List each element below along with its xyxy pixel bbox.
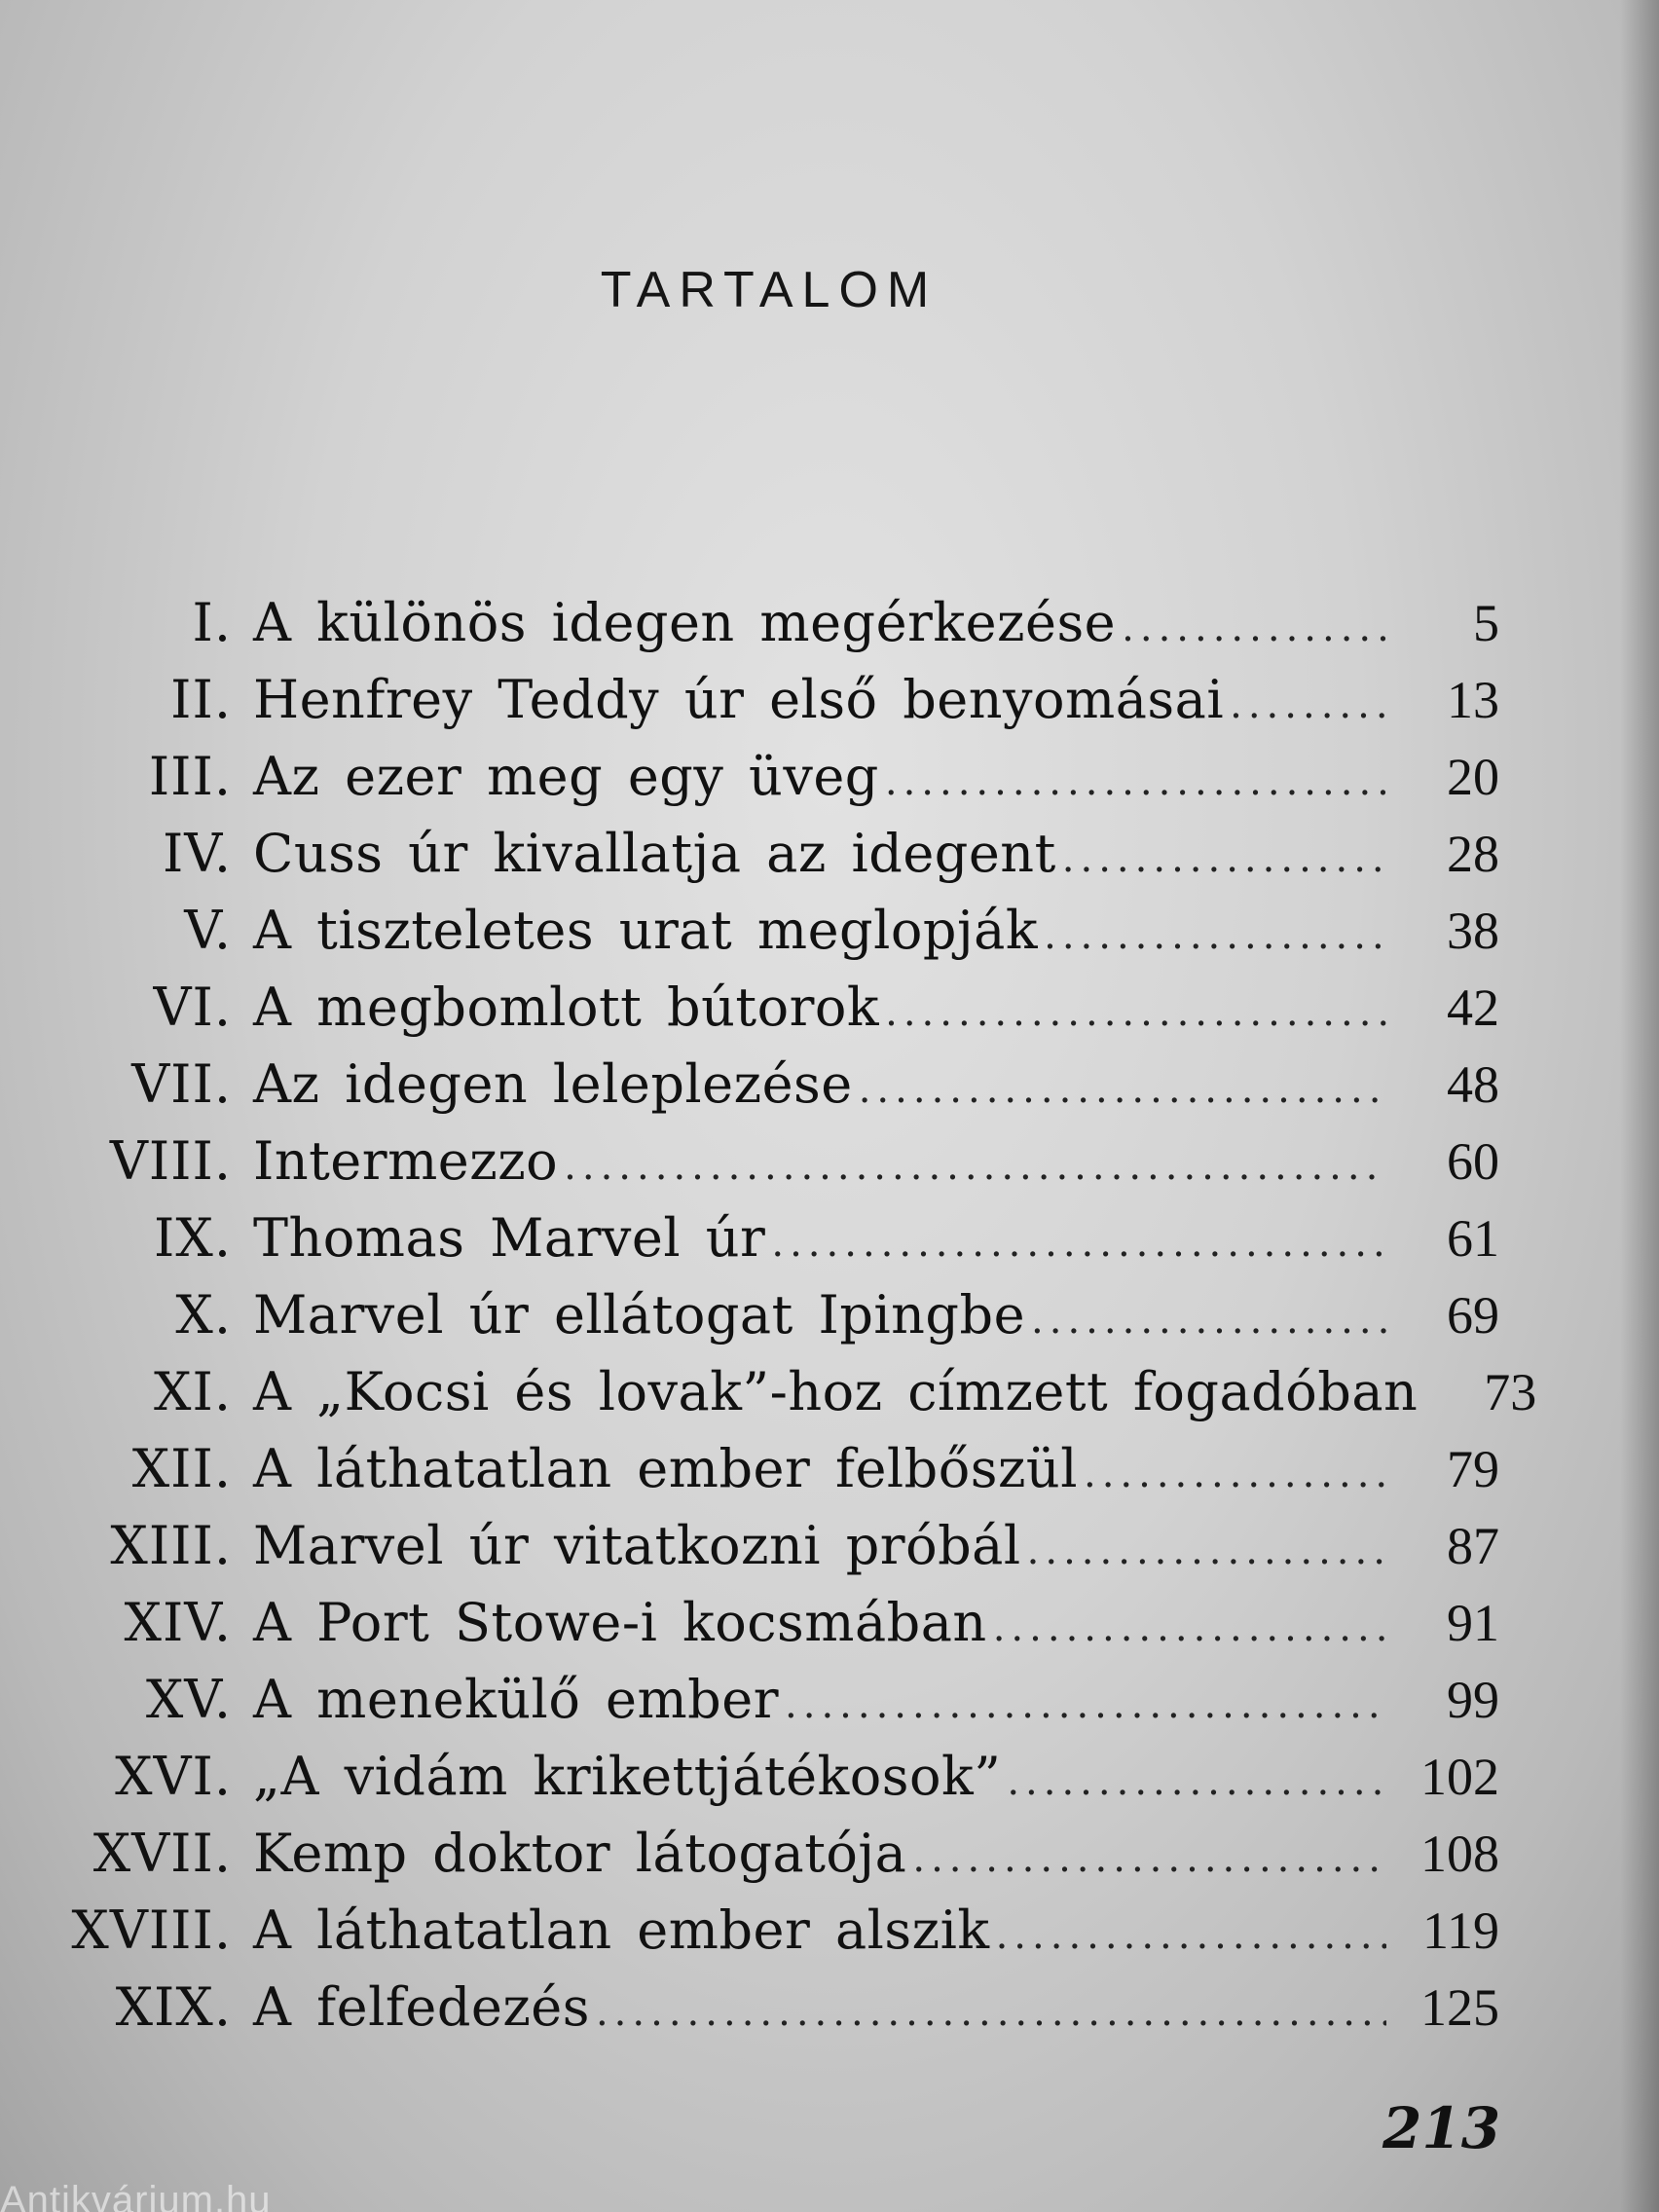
chapter-page-number: 42 (1447, 978, 1499, 1037)
toc-entry (58, 1661, 1499, 1738)
chapter-page-number: 91 (1447, 1594, 1499, 1652)
chapter-page-number: 69 (1447, 1286, 1499, 1345)
dot-leader (564, 1128, 1386, 1205)
page-edge-shadow (1620, 0, 1659, 2212)
dot-leader (1031, 1282, 1386, 1359)
page-title: TARTALOM (600, 262, 939, 318)
dot-leader (885, 975, 1386, 1051)
chapter-page-number: 125 (1420, 1978, 1499, 2037)
dot-leader (1044, 898, 1386, 975)
toc-entry (58, 1969, 1499, 2046)
page-number: 213 (1382, 2095, 1501, 2161)
chapter-title: A Port Stowe-i kocsmában (253, 1592, 987, 1653)
chapter-title: Henfrey Teddy úr első benyomásai (253, 669, 1225, 730)
chapter-number: IV. (162, 823, 232, 884)
toc-entry (58, 1892, 1499, 1969)
dot-leader (1062, 821, 1386, 898)
chapter-number: XII. (131, 1438, 232, 1499)
toc-entry (58, 1199, 1499, 1276)
toc-entry (58, 1507, 1499, 1584)
dot-leader (1084, 1436, 1386, 1513)
chapter-title: Az idegen leleplezése (253, 1053, 853, 1115)
chapter-page-number: 79 (1447, 1440, 1499, 1498)
chapter-page-number: 13 (1447, 671, 1499, 729)
chapter-page-number: 61 (1447, 1209, 1499, 1268)
chapter-number: X. (175, 1284, 232, 1346)
chapter-title: A különös idegen megérkezése (253, 592, 1117, 653)
chapter-number: V. (184, 900, 232, 961)
dot-leader (785, 1667, 1386, 1744)
chapter-page-number: 38 (1447, 902, 1499, 960)
toc-entry (58, 1123, 1499, 1199)
chapter-title: Thomas Marvel úr (253, 1207, 766, 1269)
chapter-number: XV. (145, 1669, 232, 1730)
dot-leader (1007, 1744, 1386, 1821)
chapter-page-number: 28 (1447, 825, 1499, 883)
chapter-number: XI. (154, 1361, 232, 1422)
chapter-page-number: 60 (1447, 1132, 1499, 1191)
toc-entry (58, 584, 1499, 661)
table-of-contents (58, 584, 1537, 2046)
watermark-text: Antikvárium.hu (0, 2179, 272, 2212)
dot-leader (996, 1898, 1386, 1974)
chapter-title: A menekülő ember (253, 1669, 780, 1730)
dot-leader (885, 744, 1386, 821)
dot-leader (771, 1205, 1386, 1282)
toc-entry (58, 892, 1499, 969)
chapter-title: „A vidám krikettjátékosok” (253, 1746, 1002, 1807)
chapter-title: A megbomlott bútorok (253, 977, 880, 1038)
chapter-title: Intermezzo (253, 1130, 559, 1192)
dot-leader (1122, 590, 1386, 667)
chapter-title: A „Kocsi és lovak”-hoz címzett fogadóban (253, 1361, 1419, 1422)
chapter-number: XVI. (115, 1746, 232, 1807)
dot-leader (1230, 667, 1386, 744)
chapter-page-number: 5 (1473, 594, 1499, 652)
toc-entry (58, 1584, 1499, 1661)
toc-entry (58, 1353, 1537, 1430)
chapter-number: IX. (154, 1207, 232, 1269)
chapter-page-number: 119 (1422, 1901, 1499, 1960)
chapter-title: Az ezer meg egy üveg (253, 746, 879, 807)
chapter-title: Marvel úr ellátogat Ipingbe (253, 1284, 1026, 1346)
toc-entry (58, 1046, 1499, 1123)
chapter-page-number: 87 (1447, 1517, 1499, 1575)
chapter-number: XIX. (115, 1976, 232, 2038)
dot-leader (596, 1974, 1386, 2051)
dot-leader (912, 1821, 1386, 1898)
toc-entry (58, 738, 1499, 815)
chapter-number: XIV. (124, 1592, 232, 1653)
toc-entry (58, 661, 1499, 738)
dot-leader (993, 1590, 1386, 1667)
chapter-number: III. (148, 746, 232, 807)
chapter-number: XVIII. (71, 1899, 232, 1961)
toc-entry (58, 969, 1499, 1046)
toc-entry (58, 815, 1499, 892)
chapter-title: A felfedezés (253, 1976, 590, 2038)
toc-entry (58, 1276, 1499, 1353)
toc-entry (58, 1738, 1499, 1815)
chapter-page-number: 102 (1420, 1748, 1499, 1806)
chapter-page-number: 20 (1447, 748, 1499, 806)
chapter-number: VI. (153, 977, 232, 1038)
chapter-page-number: 99 (1447, 1671, 1499, 1729)
toc-entry (58, 1815, 1499, 1892)
chapter-number: VII. (131, 1053, 232, 1115)
chapter-title: A láthatatlan ember alszik (253, 1899, 990, 1961)
chapter-title: Kemp doktor látogatója (253, 1823, 907, 1884)
chapter-page-number: 108 (1420, 1825, 1499, 1883)
chapter-title: A láthatatlan ember felbőszül (253, 1438, 1078, 1499)
chapter-number: XVII. (92, 1823, 232, 1884)
dot-leader (1027, 1513, 1386, 1590)
dot-leader (859, 1051, 1386, 1128)
chapter-number: II. (170, 669, 232, 730)
chapter-page-number: 48 (1447, 1055, 1499, 1114)
chapter-number: VIII. (109, 1130, 232, 1192)
chapter-title: Cuss úr kivallatja az idegent (253, 823, 1056, 884)
chapter-title: A tiszteletes urat meglopják (253, 900, 1039, 961)
chapter-number: XIII. (110, 1515, 232, 1576)
chapter-title: Marvel úr vitatkozni próbál (253, 1515, 1021, 1576)
toc-entry (58, 1430, 1499, 1507)
chapter-page-number: 73 (1484, 1363, 1537, 1421)
chapter-number: I. (192, 592, 232, 653)
